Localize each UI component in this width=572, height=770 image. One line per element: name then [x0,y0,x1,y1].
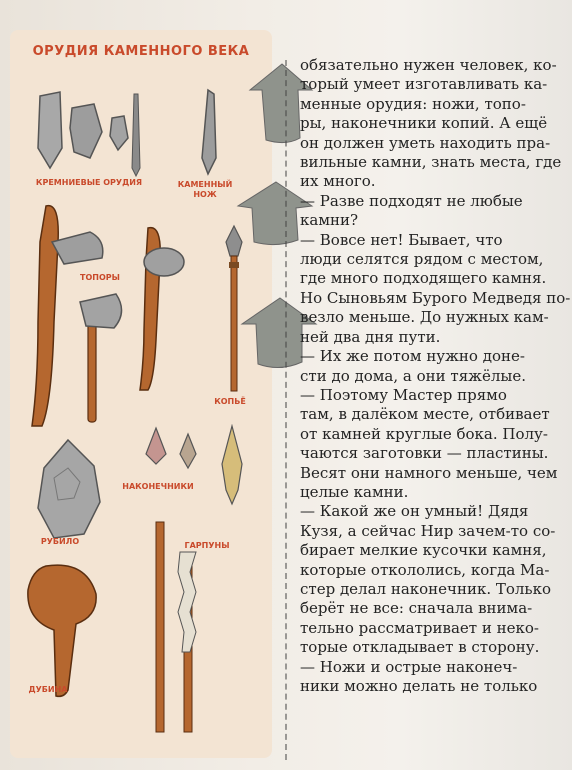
text-line: торый умеет изготавливать ка- [300,75,548,94]
text-line: вильные камни, знать места, где [300,153,562,172]
axes-illustration [24,202,134,432]
caption-spear: КОПЬЁ [214,397,246,406]
text-line: везло меньше. До нужных кам- [300,308,549,327]
text-line: Кузя, а сейчас Нир зачем-то со- [300,521,556,540]
text-line: торые откладывает в сторону. [300,638,540,657]
caption-flint-tools: КРЕМНИЕВЫЕ ОРУДИЯ [35,178,143,187]
text-line: их много. [300,172,376,191]
caption-club: ДУБИНА [28,685,68,694]
caption-harpoons: ГАРПУНЫ [184,541,230,550]
text-line: ники можно делать не только [300,677,538,695]
caption-stone-knife [170,180,240,200]
text-line: Весят они намного меньше, чем [300,463,558,482]
text-line: от камней круглые бока. Полу- [300,424,548,443]
text-line: — Ножи и острые наконеч- [300,657,518,676]
stone-knife-illustration [198,88,220,178]
text-line: ры, наконечники копий. А ещё [300,114,548,133]
text-line: камни? [300,211,359,230]
caption-axes: ТОПОРЫ [80,273,120,282]
text-line: — Вовсе нет! Бывает, что [300,230,503,249]
dashed-divider [285,60,287,760]
text-line: люди селятся рядом с местом, [300,250,544,269]
text-line: чаются заготовки — пластины. [300,444,549,463]
text-line: стер делал наконечник. Только [300,579,552,598]
text-line: где много подходящего камня. [300,269,547,288]
chopper-illustration [34,438,104,543]
text-line: обязательно нужен человек, ко- [300,56,557,74]
axe-and-spear-illustration [136,220,246,395]
caption-arrowheads: НАКОНЕЧНИКИ [122,482,194,491]
text-line: — Разве подходят не любые [300,191,523,210]
caption-stone-knife-line1: КАМЕННЫЙ [177,180,233,189]
arrowheads-illustration [140,424,250,514]
text-line: Но Сыновьям Бурого Медведя по- [300,288,571,307]
text-line: ней два дня пути. [300,327,441,346]
text-line: берёт не все: сначала внима- [300,599,533,618]
text-line: бирает мелкие кусочки камня, [300,541,547,560]
caption-chopper: РУБИЛО [40,537,80,546]
text-line: — Их же потом нужно доне- [300,347,525,366]
text-line: которые откололись, когда Ма- [300,560,550,579]
text-line: целые камни. [300,482,409,501]
flint-tools-illustration [32,88,142,178]
text-line: там, в далёком месте, отбивает [300,405,550,424]
caption-stone-knife-line2: НОЖ [193,190,217,199]
text-line: сти до дома, а они тяжёлые. [300,366,526,385]
stone-age-tools-panel [10,30,272,758]
panel-title: ОРУДИЯ КАМЕННОГО ВЕКА [32,44,250,59]
club-illustration [16,560,106,700]
story-text [300,56,571,696]
text-line: тельно рассматривает и неко- [300,618,539,637]
text-line: — Поэтому Мастер прямо [300,385,507,404]
text-line: он должен уметь находить пра- [300,133,551,152]
text-line: — Какой же он умный! Дядя [300,502,529,521]
text-line: менные орудия: ножи, топо- [300,94,526,113]
